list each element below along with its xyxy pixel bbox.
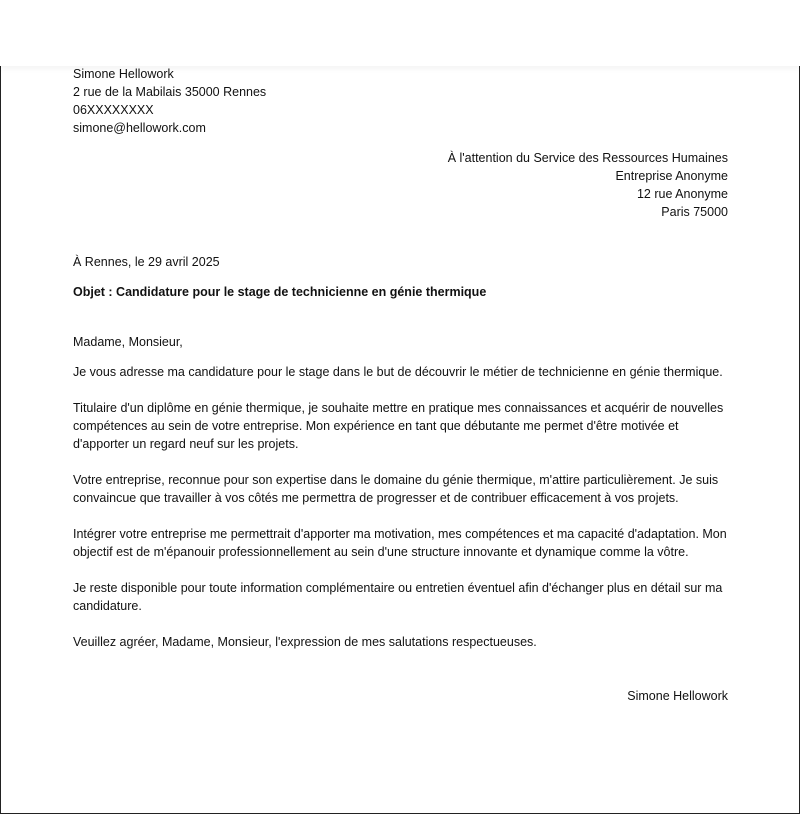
closing-paragraph: Veuillez agréer, Madame, Monsieur, l'expression de mes salutations respectueuses. bbox=[73, 635, 537, 649]
recipient-city: Paris 75000 bbox=[661, 205, 728, 219]
sender-phone: 06XXXXXXXX bbox=[73, 103, 154, 117]
body-paragraph-2: Titulaire d'un diplôme en génie thermique, je souhaite mettre en pratique mes connaissances et acquérir de nouvelles compétences au sein de votre entreprise. Mon expérience en tant que débutante me permet d'être motivée et d'apporter un regard neuf sur les projets. bbox=[73, 401, 724, 451]
body-paragraph-4: Intégrer votre entreprise me permettrait d'apporter ma motivation, mes compétences et ma capacité d'adaptation. Mon objectif est de m'épanouir professionnellement au sein d'une structure innovante et dynamique comme la vôtre. bbox=[73, 527, 727, 559]
letter-signature: Simone Hellowork bbox=[627, 689, 728, 703]
letter-date: À Rennes, le 29 avril 2025 bbox=[73, 255, 220, 269]
body-paragraph-1: Je vous adresse ma candidature pour le stage dans le but de découvrir le métier de technicienne en génie thermique. bbox=[73, 365, 723, 379]
top-toolbar-band bbox=[0, 0, 800, 66]
recipient-block bbox=[73, 149, 728, 221]
sender-block bbox=[73, 65, 728, 137]
letter-content bbox=[73, 66, 728, 705]
sender-address: 2 rue de la Mabilais 35000 Rennes bbox=[73, 85, 267, 99]
recipient-company: Entreprise Anonyme bbox=[615, 169, 728, 183]
recipient-street: 12 rue Anonyme bbox=[636, 187, 728, 201]
sender-email: simone@hellowork.com bbox=[73, 121, 206, 135]
sender-name: Simone Hellowork bbox=[73, 67, 174, 81]
letter-page bbox=[0, 66, 800, 814]
letter-subject: Objet : Candidature pour le stage de technicienne en génie thermique bbox=[73, 285, 487, 299]
body-paragraph-3: Votre entreprise, reconnue pour son expertise dans le domaine du génie thermique, m'attire particulièrement. Je suis convaincue que travailler à vos côtés me permettra de progresser et de contribuer efficacement à vos projets. bbox=[73, 473, 719, 505]
letter-salutation: Madame, Monsieur, bbox=[73, 335, 183, 349]
recipient-attention: À l'attention du Service des Ressources Humaines bbox=[447, 151, 728, 165]
body-paragraph-5: Je reste disponible pour toute information complémentaire ou entretien éventuel afin d'échanger plus en détail sur ma candidature. bbox=[73, 581, 723, 613]
